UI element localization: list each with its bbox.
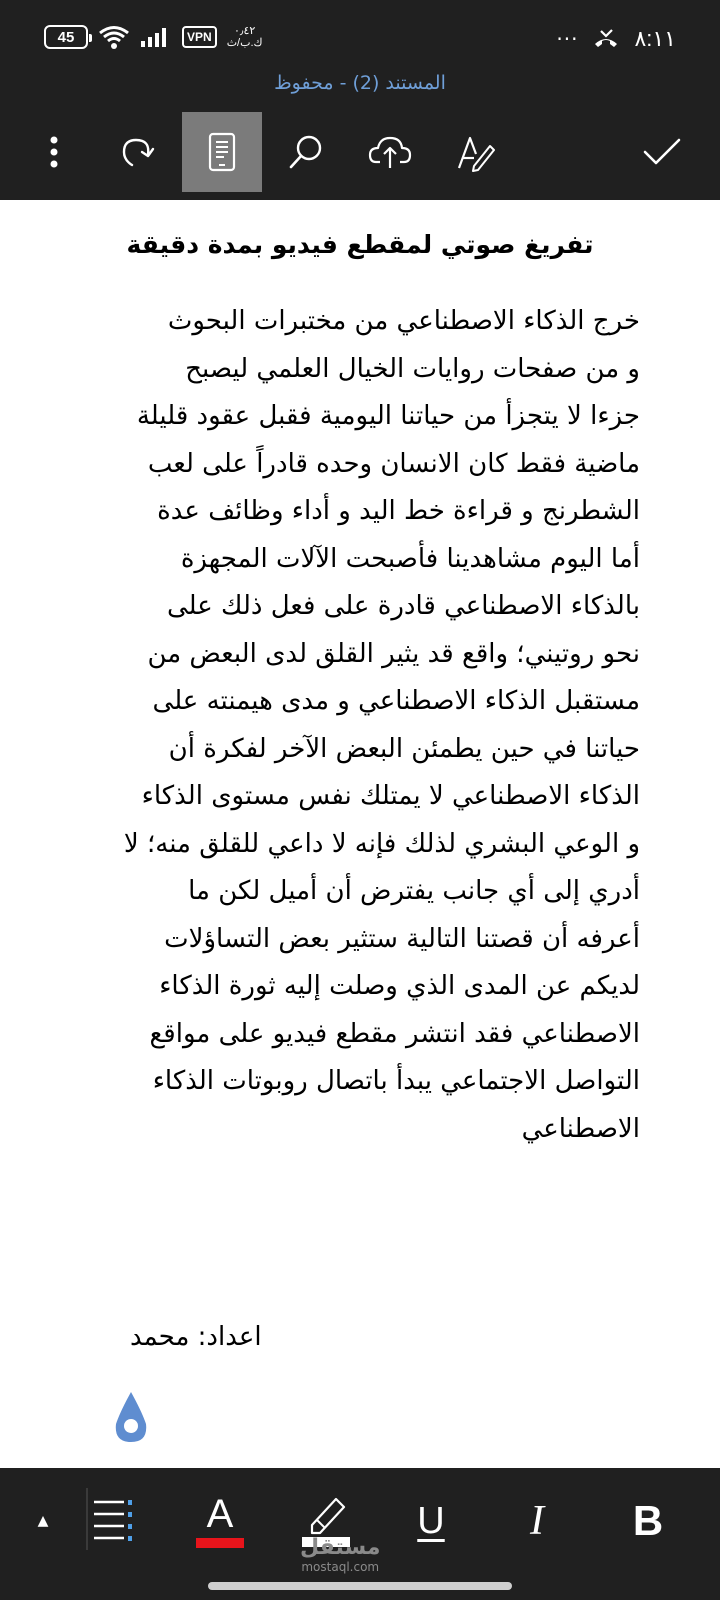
document-canvas[interactable]: [0, 200, 720, 1468]
more-notifications-icon: ···: [556, 27, 579, 51]
underline-button[interactable]: [404, 1486, 458, 1556]
highlighter-icon: [304, 1495, 348, 1535]
font-color-button[interactable]: [190, 1486, 250, 1556]
done-button[interactable]: [622, 112, 702, 192]
document-title[interactable]: المستند (2) - محفوظ: [274, 72, 446, 94]
document-line[interactable]: نحو روتيني؛ واقع قد يثير القلق لدى البعض من: [147, 638, 640, 669]
paragraph-format-button[interactable]: [86, 1486, 142, 1556]
search-icon: [286, 132, 326, 172]
document-line[interactable]: أعرفه أن قصتنا التالية ستثير بعض التساؤلات: [164, 923, 640, 954]
document-line[interactable]: ماضية فقط كان الانسان وحده قادراً على لعب: [147, 448, 640, 479]
cursor-handle-icon[interactable]: [112, 1390, 150, 1446]
paragraph-format-icon: [90, 1496, 138, 1546]
document-line[interactable]: مستقبل الذكاء الاصطناعي و مدى هيمنته على: [152, 686, 640, 716]
clock: ٨:١١: [634, 26, 676, 51]
document-body[interactable]: [80, 298, 640, 1153]
redo-icon: [118, 132, 158, 172]
wifi-icon: [98, 24, 130, 50]
redo-button[interactable]: [98, 112, 178, 192]
font-color-swatch: [196, 1538, 244, 1548]
mobile-view-icon: [207, 132, 237, 172]
status-right: [556, 26, 676, 52]
italic-button[interactable]: [510, 1486, 564, 1556]
collapse-toolbar-button[interactable]: [26, 1486, 60, 1556]
document-line[interactable]: بالذكاء الاصطناعي قادرة على فعل ذلك على: [166, 591, 640, 621]
editor-button[interactable]: [436, 112, 516, 192]
document-line[interactable]: و الوعي البشري لذلك فإنه لا داعي للقلق منه؛ لا: [123, 828, 640, 859]
mobile-view-button[interactable]: [182, 112, 262, 192]
bold-icon: B: [632, 1497, 664, 1544]
document-line[interactable]: الذكاء الاصطناعي لا يمتلك نفس مستوى الذكاء: [141, 781, 640, 811]
document-line[interactable]: جزءا لا يتجزأ من حياتنا اليومية فقبل عقود قليلة: [136, 401, 640, 431]
missed-call-icon: [592, 28, 620, 50]
chevron-up-icon: ▲: [37, 1513, 49, 1529]
top-app-bar: [0, 0, 720, 200]
network-speed-value: ٠٫٤٢: [233, 25, 256, 37]
checkmark-icon: [642, 137, 682, 167]
battery-level: 45: [57, 28, 75, 46]
top-toolbar: [0, 112, 720, 194]
document-line[interactable]: أدري إلى أي جانب يفترض أن أميل لكن ما: [188, 876, 640, 906]
document-line[interactable]: و من صفحات روايات الخيال العلمي ليصبح: [185, 353, 640, 384]
document-line[interactable]: حياتنا في حين يطمئن البعض الآخر لفكرة أن: [168, 733, 640, 764]
bold-button[interactable]: [618, 1486, 678, 1556]
document-line[interactable]: الاصطناعي فقد انتشر مقطع فيديو على مواقع: [149, 1018, 640, 1049]
watermark: [300, 1536, 380, 1574]
battery-icon: [44, 25, 88, 49]
vpn-badge: VPN: [182, 26, 217, 48]
document-line[interactable]: لديكم عن المدى الذي وصلت إليه ثورة الذكاء: [159, 971, 640, 1001]
italic-icon: I: [530, 1498, 544, 1544]
watermark-arabic: مستقل: [300, 1535, 381, 1560]
network-speed: [227, 25, 263, 49]
more-vert-icon: [49, 135, 59, 169]
document-line[interactable]: أما اليوم مشاهدينا فأصبحت الآلات المجهزة: [180, 543, 640, 574]
cloud-upload-button[interactable]: [350, 112, 430, 192]
formatting-toolbar: [0, 1468, 720, 1600]
home-indicator[interactable]: [208, 1582, 512, 1590]
cloud-upload-icon: [368, 134, 412, 170]
document-line[interactable]: التواصل الاجتماعي يبدأ باتصال روبوتات الذكاء: [152, 1066, 640, 1096]
underline-icon: U: [417, 1499, 445, 1542]
status-left: [44, 24, 263, 50]
editor-icon: [456, 132, 496, 172]
signal-icon: [140, 25, 172, 49]
document-line[interactable]: الاصطناعي: [521, 1113, 640, 1144]
status-bar: [0, 0, 720, 74]
document-heading[interactable]: تفريغ صوتي لمقطع فيديو بمدة دقيقة: [126, 230, 594, 259]
document-line[interactable]: خرج الذكاء الاصطناعي من مختبرات البحوث: [167, 306, 640, 336]
document-author[interactable]: اعداد: محمد: [130, 1322, 262, 1352]
font-color-letter: A: [206, 1492, 234, 1536]
search-button[interactable]: [266, 112, 346, 192]
network-speed-unit: ك.ب/ث: [226, 37, 263, 49]
document-line[interactable]: الشطرنج و قراءة خط اليد و أداء وظائف عدة: [157, 496, 640, 526]
more-options-button[interactable]: [14, 112, 94, 192]
watermark-latin: mostaql.com: [301, 1560, 380, 1574]
